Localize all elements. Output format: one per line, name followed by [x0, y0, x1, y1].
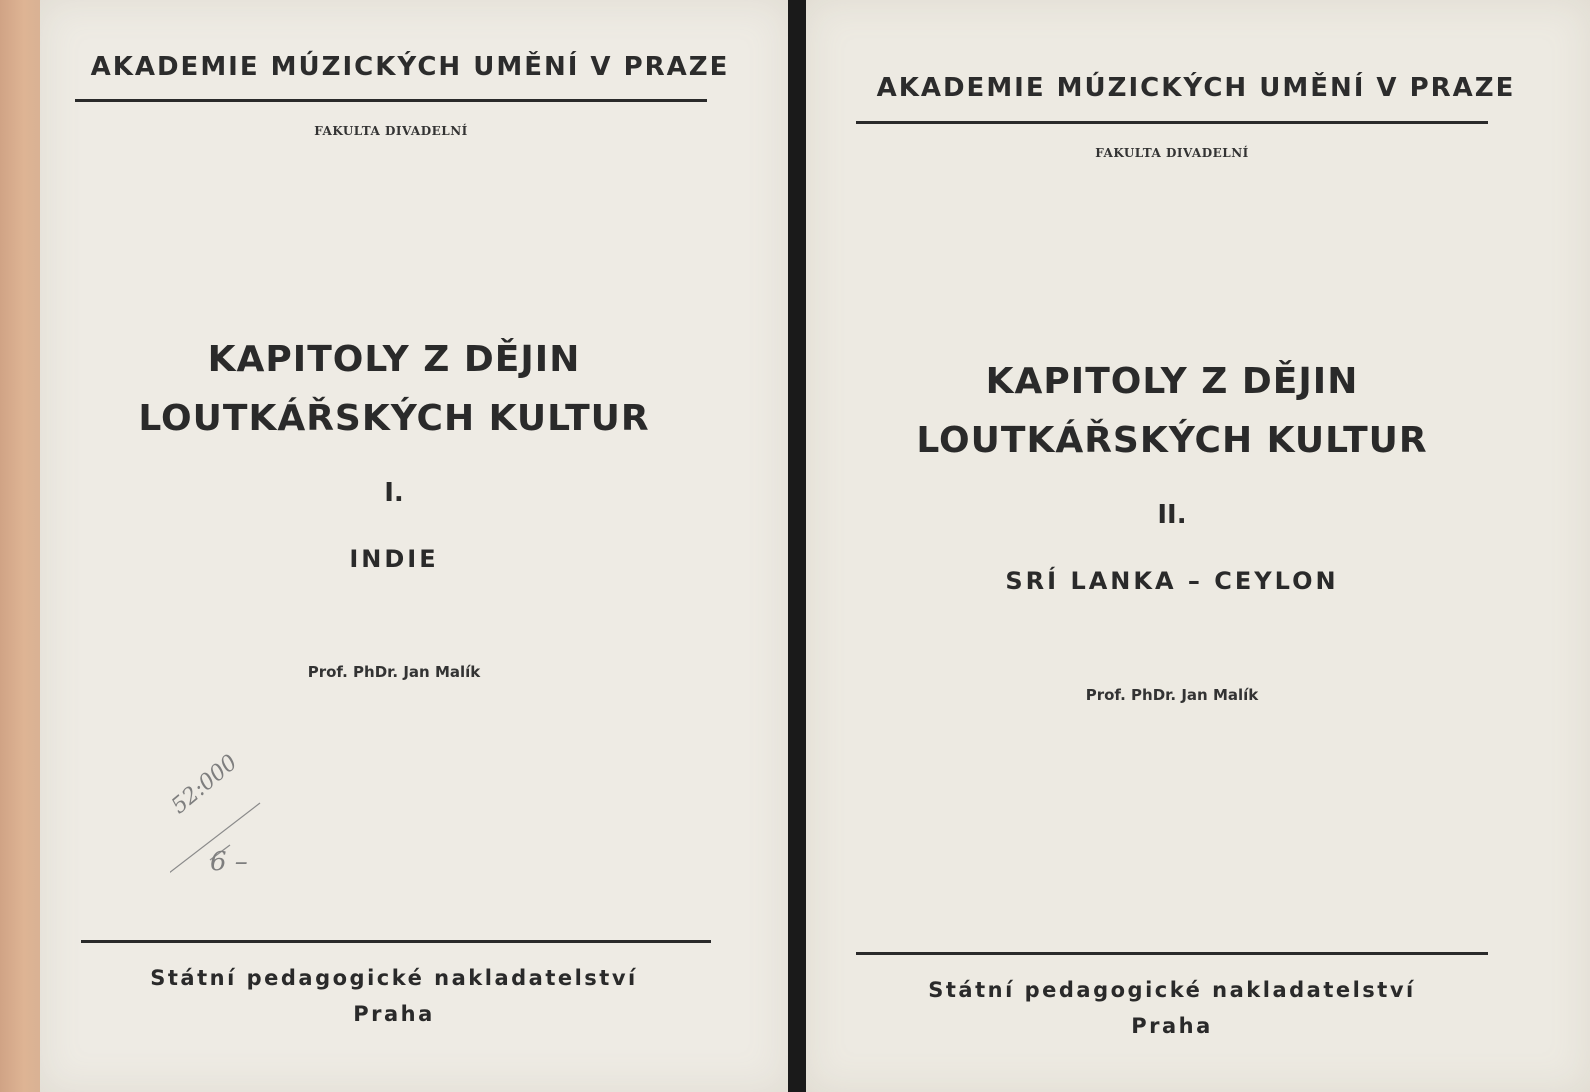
title: [40, 330, 748, 448]
publisher-city: Praha: [1131, 1014, 1213, 1038]
pencil-note-line-1: 52:000: [166, 750, 243, 820]
title: [806, 352, 1538, 470]
title-line-2: LOUTKÁŘSKÝCH KULTUR: [138, 398, 650, 439]
faculty-label: FAKULTA DIVADELNÍ: [314, 124, 468, 138]
header-rule: [856, 121, 1488, 124]
book-spine: [0, 0, 40, 1092]
publisher-name: Státní pedagogické nakladatelství: [150, 966, 638, 990]
publisher: [40, 960, 748, 1032]
footer-rule: [856, 952, 1488, 955]
title-line-1: KAPITOLY Z DĚJIN: [985, 361, 1359, 402]
publisher-city: Praha: [353, 1002, 435, 1026]
pencil-note-line-2: 6 –: [210, 847, 248, 877]
footer-rule: [81, 940, 711, 943]
title-line-1: KAPITOLY Z DĚJIN: [207, 339, 581, 380]
pencil-annotation: [166, 750, 320, 895]
volume-subtitle: INDIE: [349, 545, 439, 573]
institution-heading: AKADEMIE MÚZICKÝCH UMĚNÍ V PRAZE: [90, 52, 730, 82]
faculty-label: FAKULTA DIVADELNÍ: [1095, 146, 1249, 160]
publisher: [806, 972, 1538, 1044]
institution-heading: AKADEMIE MÚZICKÝCH UMĚNÍ V PRAZE: [876, 73, 1516, 103]
title-line-2: LOUTKÁŘSKÝCH KULTUR: [916, 420, 1428, 461]
gutter: [788, 0, 806, 1092]
cover-volume-1: [40, 0, 788, 1092]
volume-subtitle: SRÍ LANKA – CEYLON: [1005, 567, 1339, 595]
author-name: Prof. PhDr. Jan Malík: [307, 663, 481, 681]
volume-number: II.: [1157, 500, 1187, 530]
publisher-name: Státní pedagogické nakladatelství: [928, 978, 1416, 1002]
volume-number: I.: [384, 478, 404, 508]
author-name: Prof. PhDr. Jan Malík: [1085, 686, 1259, 704]
header-rule: [75, 99, 707, 102]
cover-volume-2: [806, 0, 1590, 1092]
